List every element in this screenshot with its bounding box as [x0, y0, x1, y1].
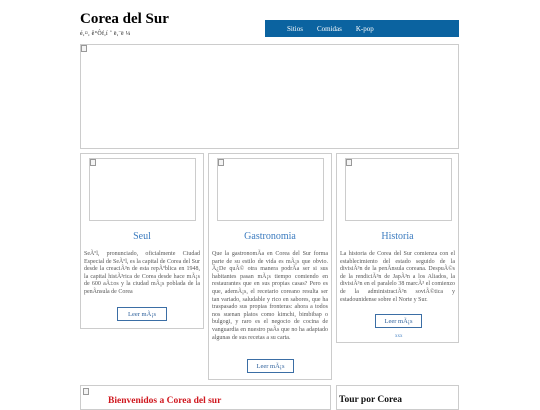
card-seul [80, 153, 204, 329]
read-more-button[interactable]: Leer mÃ¡s [247, 359, 294, 373]
card-gastronomia [208, 153, 332, 380]
broken-image-icon [83, 388, 89, 395]
card-text: SeÃºl, pronunciado, oficialmente Ciudad Especial de SeÃºl, es la capital de Corea del Sur desde la creaciÃ³n de esta repÃºblica en 1948, la capital histÃ³rica de Corea desde hace mÃ¡s de 600 aÃ±os y la ciudad mÃ¡s poblada de la penÃnsula de Corea [84, 251, 200, 295]
broken-image-icon [90, 159, 96, 166]
card-title: Seul [133, 231, 151, 242]
welcome-section [80, 385, 331, 410]
card-image [89, 158, 196, 221]
card-image [345, 158, 452, 221]
welcome-heading: Bienvenidos a Corea del sur [108, 396, 222, 406]
nav-bar [265, 20, 459, 37]
card-title: Gastronomia [244, 231, 296, 242]
nav-item-sitios[interactable]: Sitios [287, 24, 303, 33]
nav-item-comidas[interactable]: Comidas [316, 24, 342, 33]
banner-image [80, 44, 459, 149]
card-text: Que la gastronomÃa en Corea del Sur forma parte de su estilo de vida es mÃ¡s que obvio. Â¿De quÃ© otra manera podrÃa ser si sus habitantes pasan mÃ¡s tiempo comiendo en restaurantes que en sus propias casas? Pero es que, ademÃ¡s, el recetario coreano resulta ser tan variado, saludable y rico en sabores, que ha traspasado sus propias fronteras: ahora a todos nos suenan platos como kimchi, bimbibap o bulgogi, y raro es el negocio de cocina de vanguardia en nuestro paÃs que no ha adaptado algunas de sus recetas a su carta. [212, 251, 328, 341]
read-more-button[interactable]: Leer mÃ¡s [117, 307, 167, 321]
tour-heading: Tour por Corea [339, 395, 402, 405]
card-title: Historia [381, 231, 414, 242]
page-title: Corea del Sur [80, 11, 169, 27]
broken-image-icon [346, 159, 352, 166]
nav-item-kpop[interactable]: K-pop [355, 24, 374, 33]
broken-image-icon [81, 45, 87, 52]
read-more-button[interactable]: Leer mÃ¡s [375, 314, 422, 328]
card-historia [336, 153, 459, 343]
card-image [217, 158, 324, 221]
extra-link[interactable]: xxx [395, 334, 403, 339]
broken-image-icon [218, 159, 224, 166]
card-text: La historia de Corea del Sur comienza con el establecimiento del estado seguido de la divisiÃ³n de la penÃnsula coreana. DespuÃ©s de la rendiciÃ³n de JapÃ³n a los Aliados, la divisiÃ³n en el paralelo 38 marcÃ³ el comienzo de la administraciÃ³n soviÃ©tica y estadounidense sobre el Norte y Sur. [340, 251, 455, 303]
page-subtitle: é,¤, ê°Ôf,í ˚ ë,¨ë ¼ [80, 31, 131, 37]
tour-section [336, 385, 459, 410]
